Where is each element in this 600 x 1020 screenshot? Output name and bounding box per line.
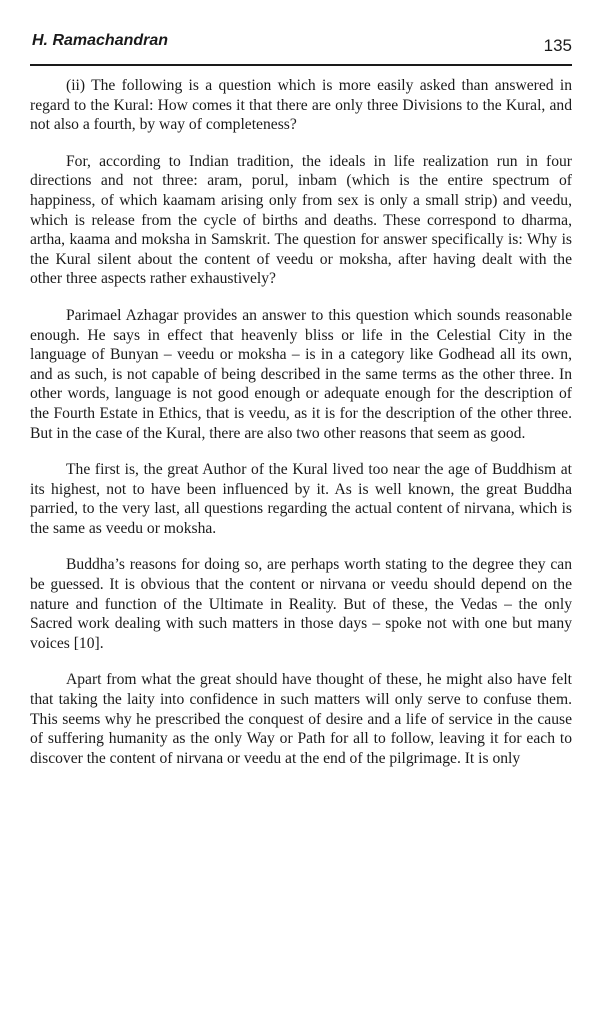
book-page	[30, 24, 572, 767]
body-text	[30, 76, 572, 785]
paragraph-1: (ii) The following is a question which is more easily asked than answered in regard to the Kural: How comes it that there are only three Divisions to the Kural, and not also a fourth, by way of completeness?	[30, 77, 572, 134]
page-number: 135	[543, 36, 572, 55]
paragraph-3: Parimael Azhagar provides an answer to this question which sounds reasonable enough. He says in effect that heavenly bliss or life in the Celestial City in the language of Bunyan – veedu or moksha – is in a category like Godhead all its own, and as such, is not capable of being described in the same terms as the other three. In other words, language is not good enough or adequate enough for the description of the Fourth Estate in Ethics, that is veedu, as it is for the description of the other three. But in the case of the Kural, there are also two other reasons that seem as good.	[30, 306, 572, 442]
header-rule	[30, 64, 572, 66]
paragraph-5: Buddha’s reasons for doing so, are perhaps worth stating to the degree they can be guessed. It is obvious that the content or nirvana or veedu should depend on the nature and function of the Ultimate in Reality. But of these, the Vedas – the only Sacred work dealing with such matters in those days – spoke not with one but many voices [10].	[30, 556, 572, 652]
running-head	[30, 24, 572, 58]
paragraph-6: Apart from what the great should have thought of these, he might also have felt that taking the laity into confidence in such matters will only serve to confuse them. This seems why he prescribed the conquest of desire and a life of service in the cause of suffering humanity as the only Way or Path for all to follow, leaving it for each to discover the content of nirvana or veedu at the end of the pilgrimage. It is only	[30, 671, 572, 767]
paragraph-4: The first is, the great Author of the Kural lived too near the age of Buddhism at its highest, not to have been influenced by it. As is well known, the great Buddha parried, to the very last, all questions regarding the actual content of nirvana, which is the same as veedu or moksha.	[30, 461, 572, 537]
running-head-author: H. Ramachandran	[32, 32, 169, 49]
paragraph-2: For, according to Indian tradition, the ideals in life realization run in four directions and not three: aram, porul, inbam (which is the entire spectrum of happiness, of which kaamam arising only from sex is only a small strip) and veedu, which is release from the cycle of births and deaths. These correspond to dharma, artha, kaama and moksha in Samskrit. The question for answer specifically is: Why is the Kural silent about the content of veedu or moksha, after having dealt with the other three aspects rather exhaustively?	[30, 152, 572, 288]
